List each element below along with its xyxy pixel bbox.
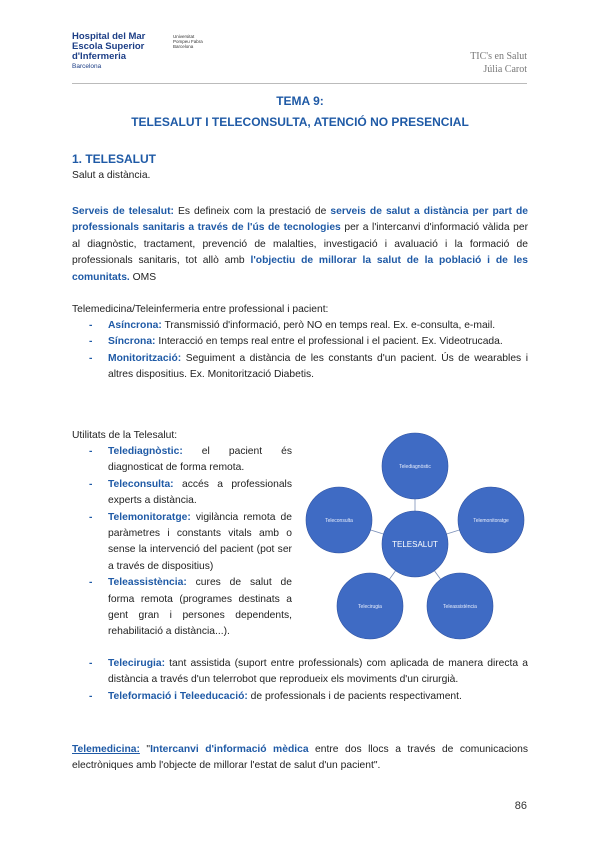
logo-line-2: Escola Superior xyxy=(72,41,145,52)
utilitat-label: Teleconsulta: xyxy=(108,478,174,490)
diagram-node-label: Teleassistència xyxy=(443,604,477,610)
diagram-node-label: Telecirugia xyxy=(358,604,382,610)
mode-text: Seguiment a distància de les constants d'un pacient. Ús de wearables i altres dispositius. Ex. Monitorització Diabetis. xyxy=(108,352,528,381)
telemedicina-intro: Telemedicina/Teleinfermeria entre professional i pacient: xyxy=(72,304,329,315)
list-item xyxy=(72,351,528,384)
list-item xyxy=(72,444,292,477)
diagram-center-label: TELESALUT xyxy=(392,540,438,549)
logo2-line-1: Universitat xyxy=(173,34,195,39)
section-heading: 1. TELESALUT xyxy=(72,152,157,166)
telemedicina-definition xyxy=(72,742,528,775)
diagram-node-label: Teleconsulta xyxy=(325,518,353,524)
logo-line-1: Hospital del Mar xyxy=(72,31,146,42)
serveis-bold-2: l'objectiu de millorar la salut de la població i de les comunitats. xyxy=(72,255,528,283)
utilitat-text: vigilància remota de paràmetres i constants vitals amb o sense la intervenció del pacient (pot ser a través de dispositius) xyxy=(108,511,292,572)
serveis-paragraph xyxy=(72,204,528,286)
utilitat-text: el pacient és diagnosticat de forma remota. xyxy=(108,446,292,474)
header-meta xyxy=(470,50,527,76)
serveis-text-2: per a l'intercanvi d'informació vàlida per al diagnòstic, tractament, prevenció de malalties, investigació i avaluació i la formació de professionals sanitaris, tot allò amb xyxy=(72,222,528,267)
utilitat-label: Teleassistència: xyxy=(108,577,187,589)
utilitat-text: de professionals i de pacients respectivament. xyxy=(247,690,462,702)
logo-line-4: Barcelona xyxy=(72,63,102,70)
logo-line-3: d'Infermeria xyxy=(72,51,126,62)
mode-label: Asíncrona: xyxy=(108,320,162,331)
diagram-node-label: Telemonitoratge xyxy=(473,518,509,524)
utilitat-label: Teleformació i Teleeducació: xyxy=(108,690,248,702)
utilitat-label: Telediagnòstic: xyxy=(108,446,183,457)
list-item xyxy=(72,510,292,576)
utilitats-intro: Utilitats de la Telesalut: xyxy=(72,430,178,441)
telemedicina-label: Telemedicina: xyxy=(72,744,140,755)
page-title: TELESALUT I TELECONSULTA, ATENCIÓ NO PRESENCIAL xyxy=(131,115,469,129)
utilitat-label: Telemonitoratge: xyxy=(108,511,191,523)
telemedicina-quote-open: " xyxy=(139,744,151,755)
utilitat-text: cures de salut de forma remota (programes destinats a gent gran i persones dependents, rehabilitació a distància...). xyxy=(108,577,292,638)
university-logo xyxy=(173,34,223,49)
header-divider xyxy=(72,83,527,84)
mode-label: Síncrona: xyxy=(108,336,156,348)
list-item xyxy=(72,689,528,705)
logo2-line-3: Barcelona xyxy=(173,44,194,49)
modes-list xyxy=(72,318,528,384)
section-intro: Salut a distància. xyxy=(72,170,151,181)
mode-text: Interacció en temps real entre el professional i el pacient. Ex. Videotrucada. xyxy=(155,336,503,348)
serveis-label: Serveis de telesalut: xyxy=(72,206,174,217)
telemedicina-text: entre dos llocs a través de comunicacions electròniques amb l'objecte de millorar l'estat de salut d'un pacient". xyxy=(72,744,528,772)
telesalut-diagram xyxy=(300,428,530,640)
utilitat-text: tant assistida (suport entre professionals) com aplicada de manera directa a distància a través d'un telerrobot que reprodueix els moviments d'un cirurgià. xyxy=(108,658,528,686)
serveis-text-1: Es defineix com la prestació de xyxy=(173,206,331,217)
list-item xyxy=(72,575,292,641)
hospital-logo xyxy=(72,32,172,72)
utilitats-list xyxy=(72,444,292,641)
author-name: Júlia Carot xyxy=(483,64,527,75)
logo2-line-2: Pompeu Fabra xyxy=(173,39,203,44)
serveis-text-3: OMS xyxy=(129,271,157,283)
page-number: 86 xyxy=(514,800,527,812)
list-item xyxy=(72,334,528,350)
mode-label: Monitorització: xyxy=(108,352,182,364)
list-item xyxy=(72,477,292,510)
utilitats-wide-list xyxy=(72,656,528,705)
list-item xyxy=(72,318,528,334)
diagram-node-label: Telediagnòstic xyxy=(399,464,431,470)
list-item xyxy=(72,656,528,689)
serveis-bold-1: serveis de salut a distància per part de professionals sanitaris a través de l'ús de tecnologies xyxy=(72,206,529,234)
utilitat-text: accés a professionals experts a distància. xyxy=(108,478,292,507)
mode-text: Transmissió d'informació, però NO en temps real. Ex. e-consulta, e-mail. xyxy=(161,320,496,331)
course-name: TIC's en Salut xyxy=(470,51,527,62)
telemedicina-bold: Intercanvi d'informació mèdica xyxy=(150,744,309,755)
utilitat-label: Telecirugia: xyxy=(108,658,166,669)
topic-number: TEMA 9: xyxy=(276,94,324,108)
